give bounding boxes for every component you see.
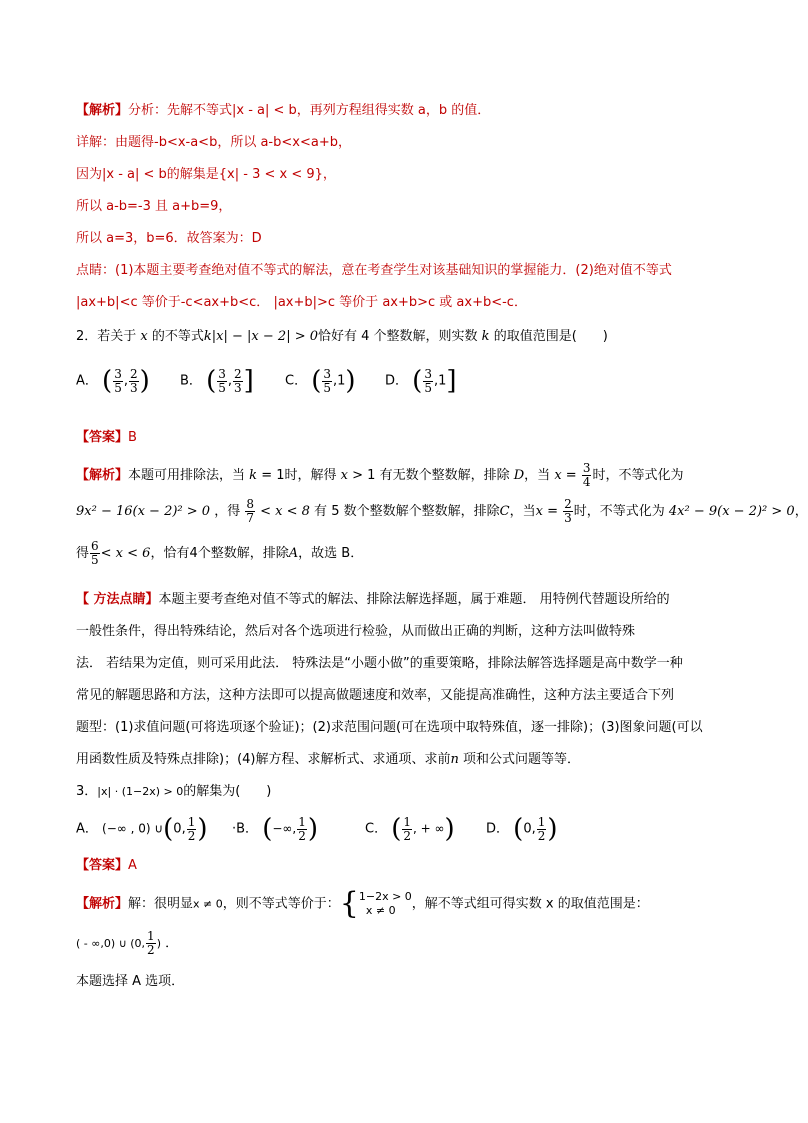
equation-line: 所以 a-b=-3 且 a+b=9， xyxy=(76,199,232,214)
analysis-tag: 【解析】 xyxy=(76,103,129,118)
analysis-text: 分析：先解不等式|x - a| < b，再列方程组得实数 a，b 的值． xyxy=(128,103,491,118)
analysis-paragraph-1 xyxy=(76,101,490,121)
q2-option-a[interactable]: A． ( $\frac{3}{5}$ , $\frac{2}{3}$ ) xyxy=(76,366,150,396)
q3-answer: 【答案】A xyxy=(76,858,137,873)
q3-solution-range: ( - ∞,0) ∪ (0, $\frac{1}{2}$ ) ． xyxy=(76,929,179,957)
q2-option-d[interactable]: D． ( $\frac{3}{5}$ ,1] xyxy=(385,366,457,396)
remark-line-2: |ax+b|<c 等价于-c<ax+b<c． |ax+b|>c 等价于 ax+b>c 或 ax+b<-c． xyxy=(76,295,527,310)
q2-method-line-5: 题型：(1)求值问题(可将选项逐个验证)；(2)求范围问题(可在选项中取特殊值，逐一排除)；(3)图象问题(可以 xyxy=(76,720,703,735)
q3-option-d[interactable]: D． (0, $\frac{1}{2}$ ) xyxy=(486,814,558,844)
q3-option-a[interactable]: A． (−∞ , 0) ∪(0, $\frac{1}{2}$ ) xyxy=(76,814,208,844)
remark-line-1: 点睛：(1)本题主要考查绝对值不等式的解法，意在考查学生对该基础知识的掌握能力．(2)绝对值不等式 xyxy=(76,263,672,278)
question-3-stem: 3．|x| · (1−2x) > 0的解集为( ) xyxy=(76,784,272,799)
q2-method-line-4: 常见的解题思路和方法，这种方法即可以提高做题速度和效率，又能提高准确性，这种方法主要适合下列 xyxy=(76,688,675,703)
q2-method-line-1: 【 方法点睛】本题主要考查绝对值不等式的解法、排除法解选择题，属于难题． 用特例代替题设所给的 xyxy=(76,592,670,607)
question-2-stem: 2．若关于 x 的不等式k|x| − |x − 2| > 0恰好有 4 个整数解，则实数 k 的取值范围是( ) xyxy=(76,329,608,344)
q3-final-line: 本题选择 A 选项． xyxy=(76,974,185,989)
q2-analysis-line-3: 得 $\frac{6}{5}$ < x < 6，恰有4个整数解，排除A，故选 B． xyxy=(76,539,364,567)
q2-option-b[interactable]: B． ( $\frac{3}{5}$ , $\frac{2}{3}$ ] xyxy=(180,366,254,396)
q2-analysis-line-1: 【解析】本题可用排除法，当 k = 1时，解得 x > 1 有无数个整数解，排除 D，当 x = $\frac{3}{4}$ 时，不等式化为 xyxy=(76,461,684,489)
q3-option-c[interactable]: C． ( $\frac{1}{2}$ , + ∞) xyxy=(365,814,455,844)
q3-analysis-line-1: 【解析】解：很明显x ≠ 0，则不等式等价于：{1−2x > 0 x ≠ 0 ，解不等式组可得实数 x 的取值范围是： xyxy=(76,886,649,921)
q3-option-b[interactable]: ·B． (−∞, $\frac{1}{2}$ ) xyxy=(232,814,319,844)
solution-set-line: 因为|x - a| < b的解集是{x| - 3 < x < 9}， xyxy=(76,167,336,182)
q2-method-line-3: 法． 若结果为定值，则可采用此法． 特殊法是“小题小做”的重要策略，排除法解答选择题是高中数学一种 xyxy=(76,656,683,671)
q2-analysis-line-2: 9x² − 16(x − 2)² > 0 ，得 $\frac{8}{7}$ < x < 8 有 5 数个整数解个整数解，排除C，当x = $\frac{2}{3}$ 时，不等式化为 4x² − 9(x − 2)² > 0， xyxy=(76,497,808,525)
answer-line: 所以 a=3，b=6．故答案为：D xyxy=(76,231,262,246)
q2-inequality: k|x| − |x − 2| > 0 xyxy=(203,329,318,344)
q3-expression: |x| · (1−2x) > 0 xyxy=(97,785,184,798)
q2-method-line-2: 一般性条件，得出特殊结论，然后对各个选项进行检验，从而做出正确的判断，这种方法叫做特殊 xyxy=(76,624,636,639)
q2-option-c[interactable]: C． ( $\frac{3}{5}$ ,1) xyxy=(285,366,356,396)
q2-answer: 【答案】B xyxy=(76,430,137,445)
detail-line: 详解：由题得-b<x-a<b，所以 a-b<x<a+b， xyxy=(76,135,351,150)
q2-method-line-6: 用函数性质及特殊点排除)；(4)解方程、求解析式、求通项、求前n 项和公式问题等等． xyxy=(76,752,581,767)
